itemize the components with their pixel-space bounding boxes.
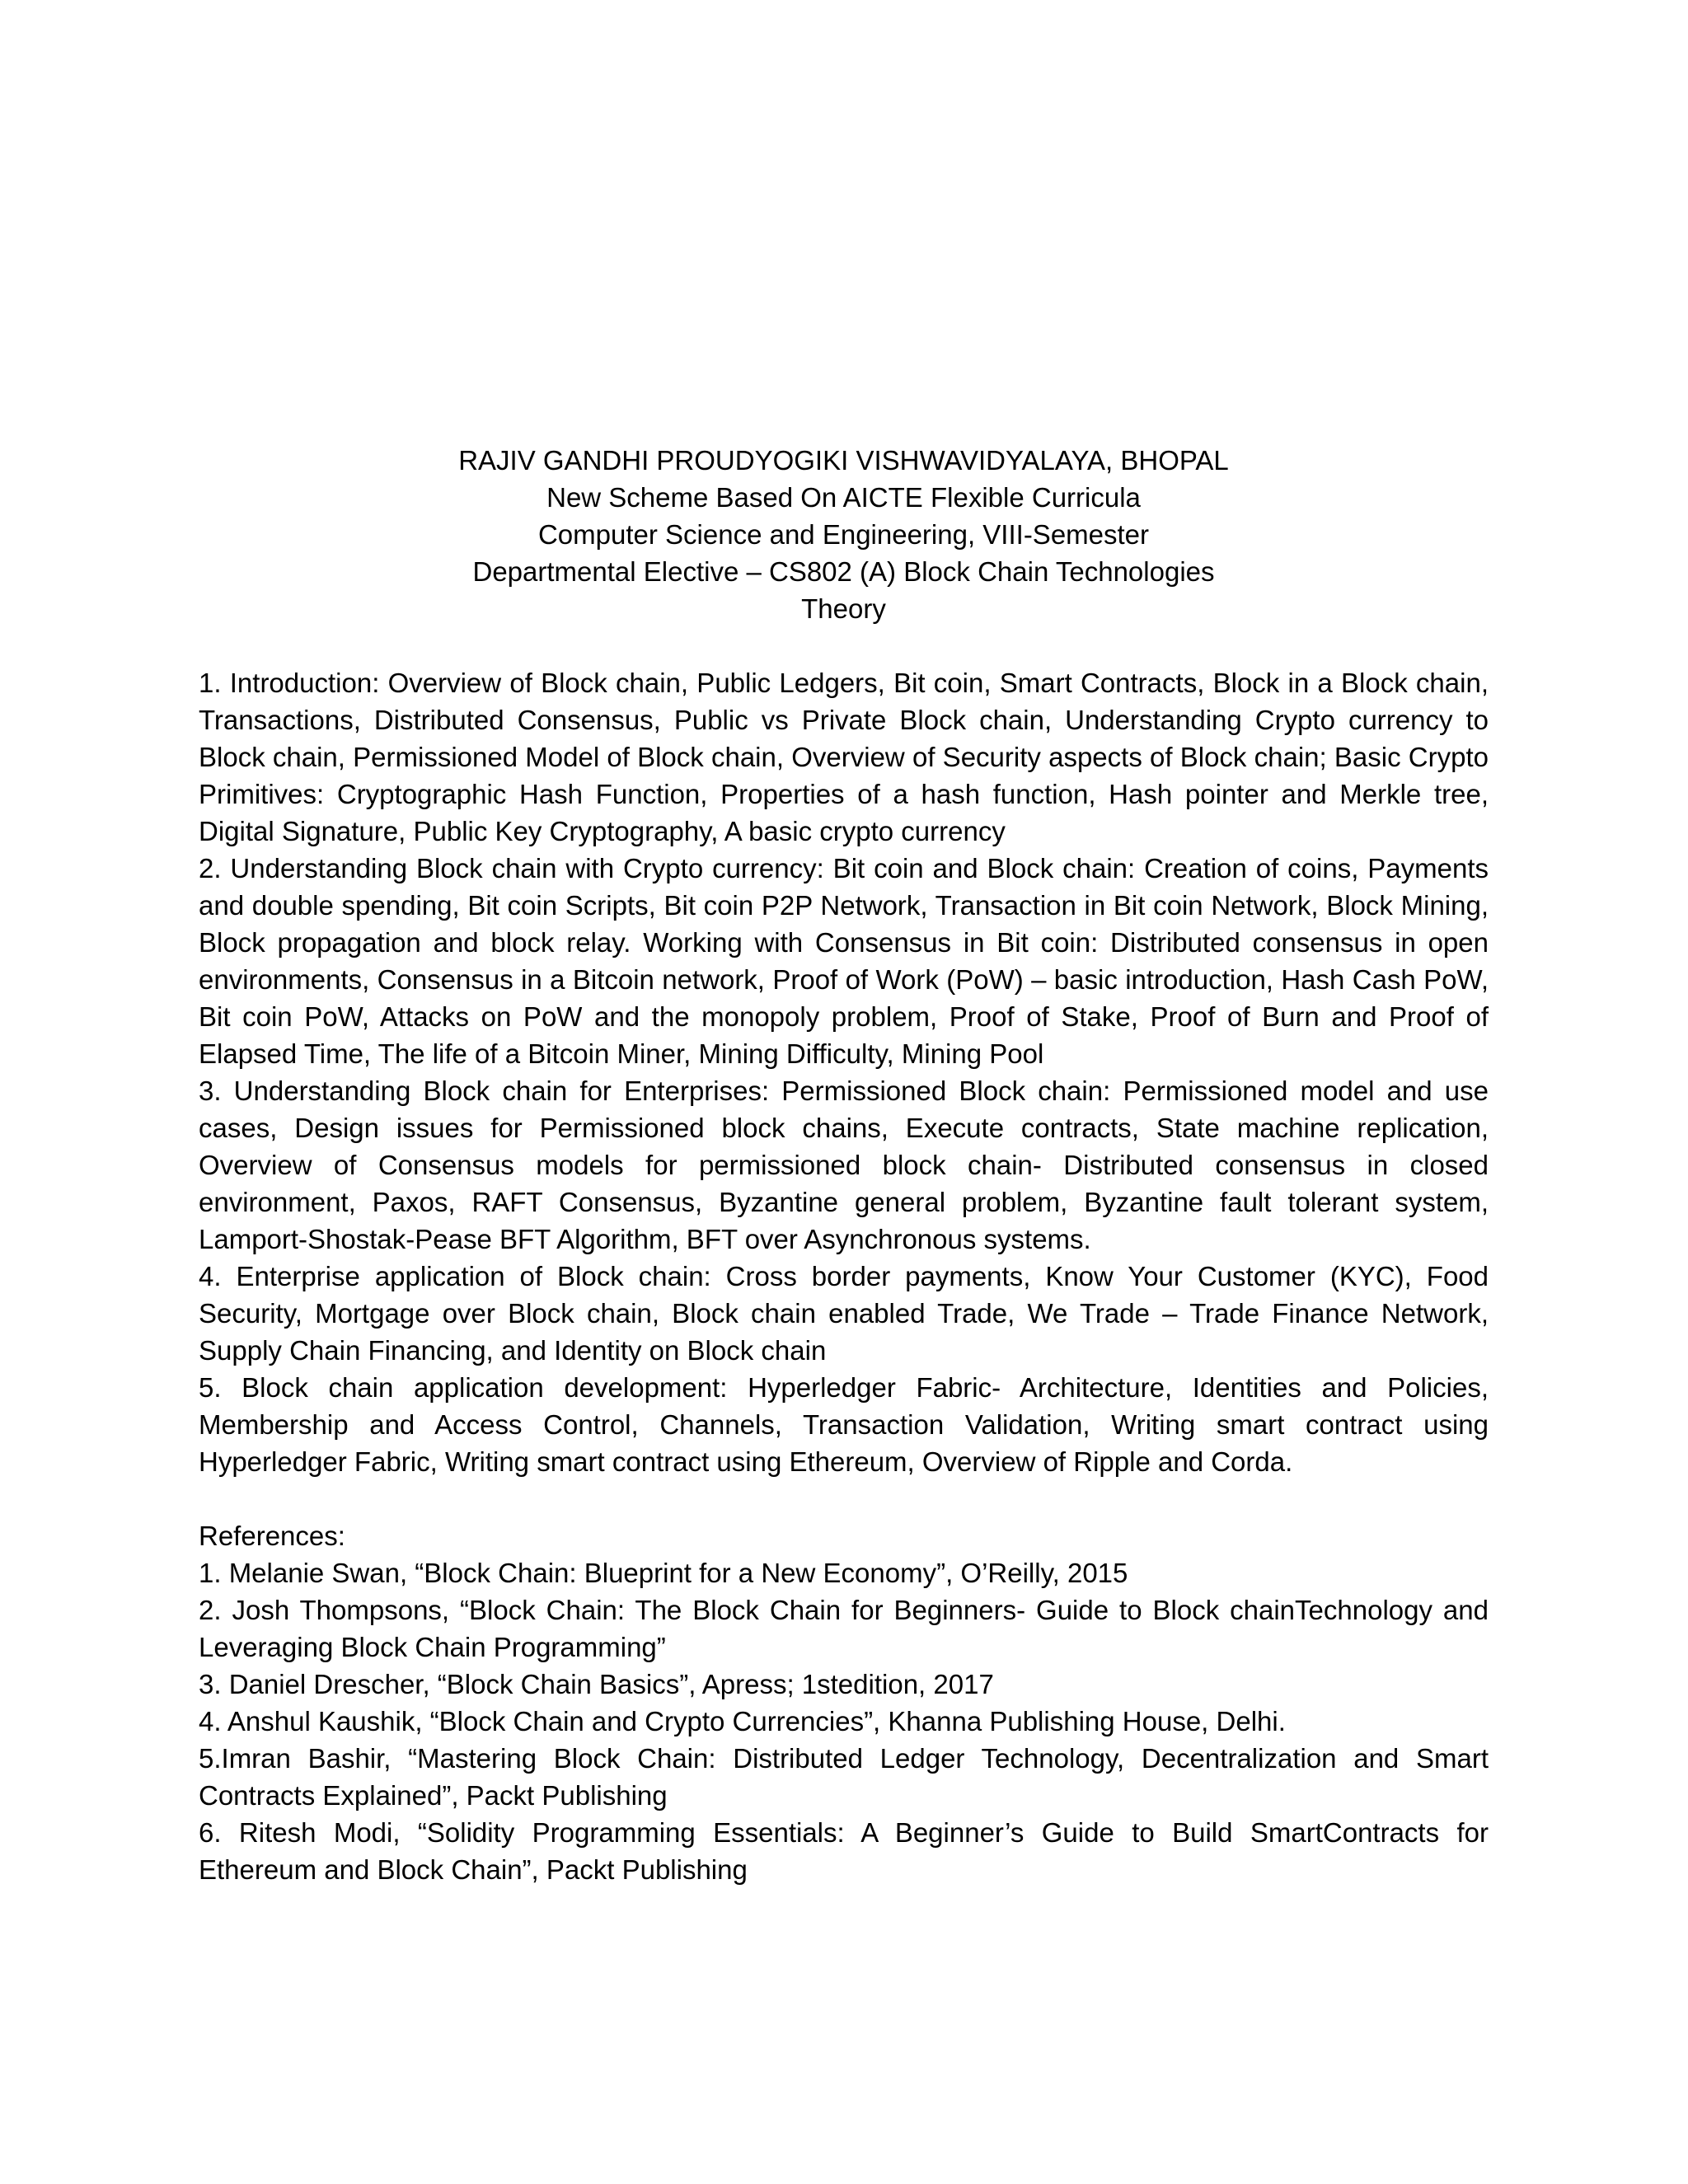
course-title: Departmental Elective – CS802 (A) Block Chain Technologies	[472, 556, 1215, 587]
reference-item: 2. Josh Thompsons, “Block Chain: The Block Chain for Beginners- Guide to Block chainTechnology and Leveraging Block Chain Programming”	[199, 1595, 1489, 1662]
course-type: Theory	[801, 593, 886, 624]
reference-item: 6. Ritesh Modi, “Solidity Programming Essentials: A Beginner’s Guide to Build SmartContracts for Ethereum and Block Chain”, Packt Publishing	[199, 1817, 1489, 1885]
reference-item: 3. Daniel Drescher, “Block Chain Basics”, Apress; 1stedition, 2017	[199, 1669, 994, 1699]
unit-5: 5. Block chain application development: Hyperledger Fabric- Architecture, Identities and Policies, Membership and Access Control, Channels, Transaction Validation, Writing smart contract using Hyperledger Fabric, Writing smart contract using Ethereum, Overview of Ripple and Corda.	[199, 1372, 1489, 1477]
spacer	[199, 1480, 1489, 1517]
reference-item: 4. Anshul Kaushik, “Block Chain and Crypto Currencies”, Khanna Publishing House, Delhi.	[199, 1706, 1286, 1736]
spacer	[199, 627, 1489, 664]
unit-3: 3. Understanding Block chain for Enterprises: Permissioned Block chain: Permissioned model and use cases, Design issues for Permissioned block chains, Execute contracts, State machine replication, Overview of Consensus models for permissioned block chain- Distributed consensus in closed environment, Paxos, RAFT Consensus, Byzantine general problem, Byzantine fault tolerant system, Lamport-Shostak-Pease BFT Algorithm, BFT over Asynchronous systems.	[199, 1076, 1489, 1254]
reference-item: 5.Imran Bashir, “Mastering Block Chain: Distributed Ledger Technology, Decentralization and Smart Contracts Explained”, Packt Publishing	[199, 1743, 1489, 1811]
unit-4: 4. Enterprise application of Block chain: Cross border payments, Know Your Customer (KYC), Food Security, Mortgage over Block chain, Block chain enabled Trade, We Trade – Trade Finance Network, Supply Chain Financing, and Identity on Block chain	[199, 1261, 1489, 1366]
references-heading: References:	[199, 1521, 345, 1551]
unit-2: 2. Understanding Block chain with Crypto currency: Bit coin and Block chain: Creation of coins, Payments and double spending, Bit coin Scripts, Bit coin P2P Network, Transaction in Bit coin Network, Block Mining, Block propagation and block relay. Working with Consensus in Bit coin: Distributed consensus in open environments, Consensus in a Bitcoin network, Proof of Work (PoW) – basic introduction, Hash Cash PoW, Bit coin PoW, Attacks on PoW and the monopoly problem, Proof of Stake, Proof of Burn and Proof of Elapsed Time, The life of a Bitcoin Miner, Mining Difficulty, Mining Pool	[199, 853, 1489, 1069]
unit-1: 1. Introduction: Overview of Block chain, Public Ledgers, Bit coin, Smart Contracts, Block in a Block chain, Transactions, Distributed Consensus, Public vs Private Block chain, Understanding Crypto currency to Block chain, Permissioned Model of Block chain, Overview of Security aspects of Block chain; Basic Crypto Primitives: Cryptographic Hash Function, Properties of a hash function, Hash pointer and Merkle tree, Digital Signature, Public Key Cryptography, A basic crypto currency	[199, 668, 1489, 846]
units-section	[199, 664, 1489, 1480]
university-name: RAJIV GANDHI PROUDYOGIKI VISHWAVIDYALAYA, BHOPAL	[458, 445, 1229, 476]
scheme-line: New Scheme Based On AICTE Flexible Curricula	[546, 482, 1141, 513]
branch-semester: Computer Science and Engineering, VIII-Semester	[537, 519, 1150, 550]
reference-item: 1. Melanie Swan, “Block Chain: Blueprint for a New Economy”, O’Reilly, 2015	[199, 1558, 1128, 1588]
document-header	[199, 442, 1489, 627]
syllabus-page	[199, 442, 1489, 1888]
references-section	[199, 1517, 1489, 1888]
